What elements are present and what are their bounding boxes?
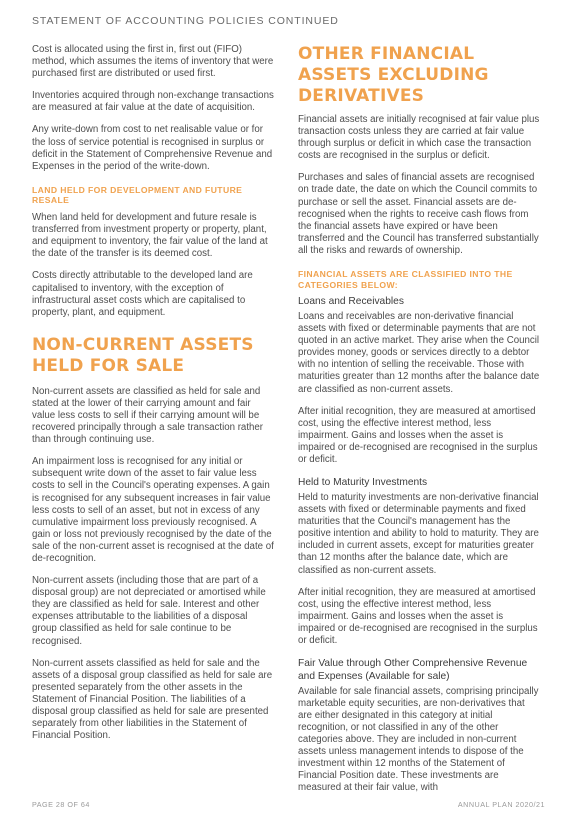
section-heading-categories: FINANCIAL ASSETS ARE CLASSIFIED INTO THE CATEGORIES BELOW: [298, 269, 513, 290]
paragraph: Any write-down from cost to net realisable value or for the loss of service potential is recognised in surplus or deficit in the Statement of Comprehensive Revenue and Expenses in the period of the write-down. [32, 124, 273, 172]
page-number: PAGE 28 OF 64 [32, 800, 90, 809]
paragraph: Costs directly attributable to the developed land are capitalised to inventory, with the exception of infrastructural asset costs which are capitalised to property, plant, and equipment. [32, 270, 253, 318]
paragraph: Financial assets are initially recognised at fair value plus transaction costs unless they are carried at fair value through surplus or deficit in which case the transaction costs are recognised in the surplus or deficit. [298, 114, 540, 162]
paragraph: After initial recognition, they are measured at amortised cost, using the effective interest method, less impairment. Gains and losses when the asset is impaired or de-recognised are recognised in the surplus or deficit. [298, 586, 538, 646]
section-heading-land: LAND HELD FOR DEVELOPMENT AND FUTURE RESALE [32, 184, 243, 206]
paragraph: Non-current assets classified as held for sale and the assets of a disposal group classified as held for sale are presented separately from the other assets in the Statement of Financial Position. The liabilities of a disposal group classified as held for sale are presented separately from other liabilities in the Statement of Financial Position. [32, 657, 273, 742]
paragraph: An impairment loss is recognised for any initial or subsequent write down of the asset to fair value less costs to sell in the Council's operating expenses. A gain is recognised for any subsequent increases in fair value less costs to sell of an asset, but not in excess of any cumulative impairment loss previously recognised. A gain or loss not previously recognised by the date of the sale of the non-current asset is recognised at the date of de-recognition. [32, 456, 274, 564]
right-column [298, 44, 540, 805]
document-name: ANNUAL PLAN 2020/21 [457, 800, 545, 809]
paragraph: Held to maturity investments are non-derivative financial assets with fixed or determinable payments and fixed maturities that the Council's management has the positive intention and ability to hold to maturity. They are included in current assets, except for maturities greater than 12 months after the balance date, which are classified as non-current assets. [298, 491, 539, 576]
paragraph: Purchases and sales of financial assets are recognised on trade date, the date on which the Council commits to purchase or sell the asset. Financial assets are de-recognised when the rights to receive cash flows from the financial assets have expired or have been transferred and the Council has transferred substantially all the risks and rewards of ownership. [298, 172, 539, 256]
section-heading-non-current-assets: NON-CURRENT ASSETS HELD FOR SALE [32, 334, 254, 376]
paragraph: After initial recognition, they are measured at amortised cost, using the effective interest method, less impairment. Gains and losses when the asset is impaired or de-recognised are recognised in the surplus or deficit. [298, 405, 538, 466]
paragraph: Cost is allocated using the first in, first out (FIFO) method, which assumes the items of inventory that were purchased first are distributed or used first. [32, 44, 274, 80]
subheading-loans: Loans and Receivables [298, 296, 404, 308]
paragraph: Available for sale financial assets, comprising principally marketable equity securities, are non-derivatives that are either designated in this category at initial recognition, or not classified in any of the other categories above. They are included in non-current assets unless management intends to dispose of the investment within 12 months of the Statement of Financial Position date. These investments are measured at their fair value, with [298, 685, 539, 794]
paragraph: Non-current assets (including those that are part of a disposal group) are not depreciated or amortised while they are classified as held for sale. Interest and other expenses attributable to the liabilities of a disposal group classified as held for sale continue to be recognised. [32, 575, 266, 647]
paragraph: Non-current assets are classified as held for sale and stated at the lower of their carrying amount and fair value less costs to sell if their carrying amount will be recovered principally through a sale transaction rather than through continuing use. [32, 385, 264, 446]
paragraph: When land held for development and future resale is transferred from investment property or property, plant, and equipment to inventory, the fair value of the land at the date of the transfer is its deemed cost. [32, 212, 268, 260]
left-column [32, 44, 274, 752]
page-header: STATEMENT OF ACCOUNTING POLICIES CONTINUED [32, 15, 339, 27]
subheading-held-to-maturity: Held to Maturity Investments [298, 477, 428, 489]
paragraph: Loans and receivables are non-derivative financial assets with fixed or determinable payments that are not quoted in an active market. They arise when the Council provides money, goods or services directly to a debtor with no intention of selling the receivable. Those with maturities greater than 12 months after the balance date are classified as non-current assets. [298, 311, 540, 395]
paragraph: Inventories acquired through non-exchange transactions are measured at fair value at the date of acquisition. [32, 90, 274, 114]
section-heading-other-financial-assets: OTHER FINANCIAL ASSETS EXCLUDING DERIVATIVES [298, 44, 489, 106]
subheading-fair-value: Fair Value through Other Comprehensive Revenue and Expenses (Available for sale) [298, 658, 528, 682]
